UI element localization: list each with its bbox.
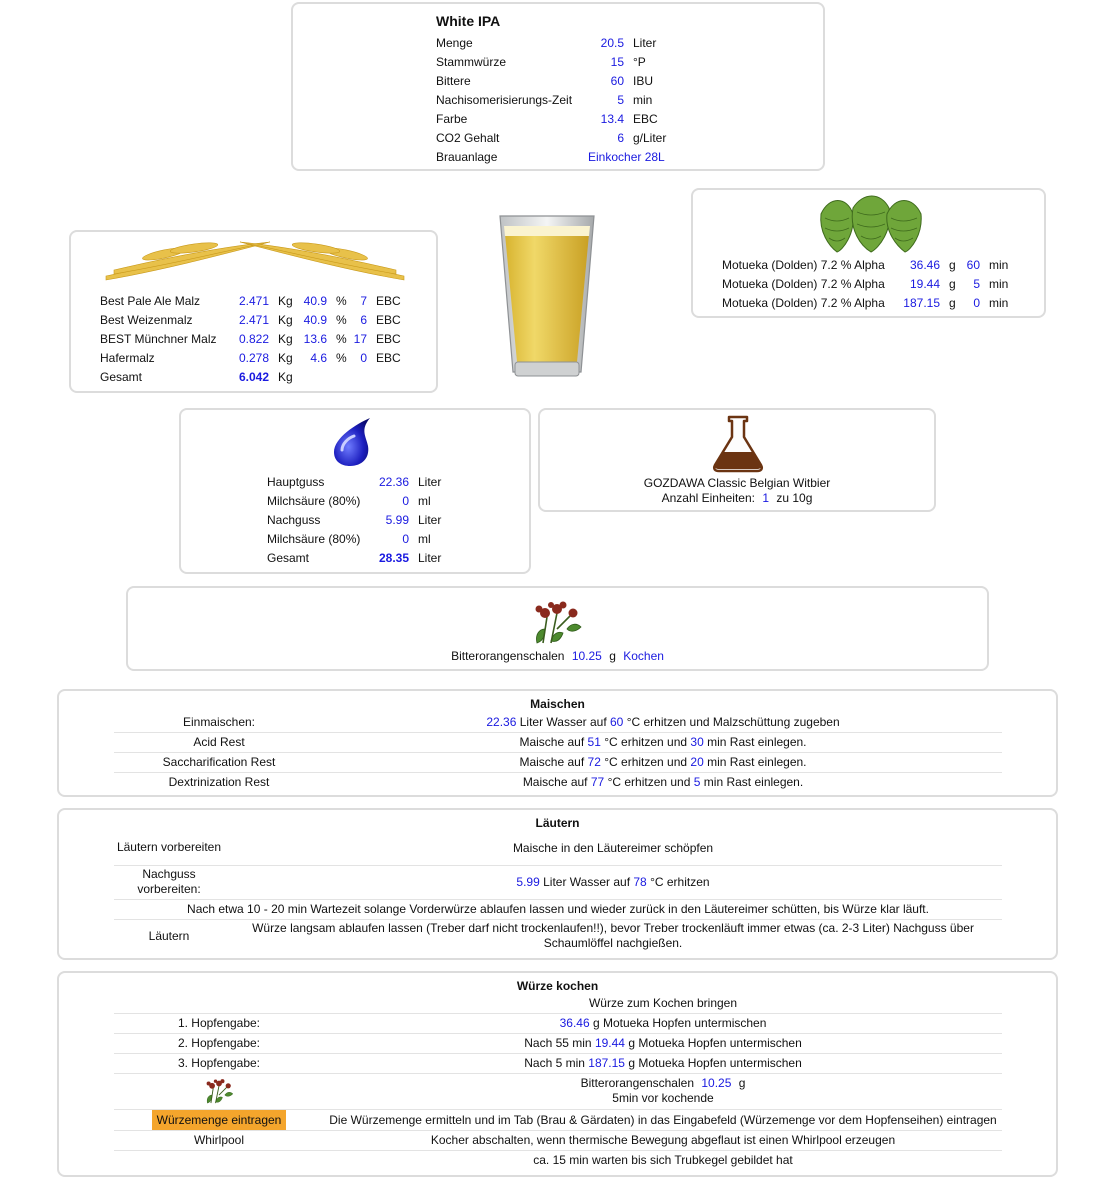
recipe-unit: Liter xyxy=(633,35,657,50)
hop-amount[interactable]: 36.46 xyxy=(909,257,940,272)
boil-step-instruction: Kocher abschalten, wenn thermische Bewegung abgeflaut ist einen Whirlpool erzeugen xyxy=(324,1130,1002,1150)
malt-name: Best Pale Ale Malz xyxy=(100,293,201,308)
mash-step-instruction xyxy=(324,732,1002,752)
lauter-title: Läutern xyxy=(535,816,580,830)
boil-step-label: 3. Hopfengabe: xyxy=(114,1053,324,1073)
boil-step-row xyxy=(114,1033,1002,1053)
lauter-step-instruction: Maische in den Läutereimer schöpfen xyxy=(224,831,1002,865)
spice-when: 5min vor kochende xyxy=(612,1091,714,1105)
malt-percent[interactable]: 40.9 xyxy=(303,312,327,327)
recipe-summary-panel xyxy=(291,2,825,171)
lauter-step-label: Läutern xyxy=(148,929,190,944)
malt-ebc-unit: EBC xyxy=(376,293,401,308)
other-ingredient-unit: g xyxy=(609,649,616,663)
malt-row xyxy=(100,310,401,329)
beer-glass-icon xyxy=(497,212,597,382)
water-row xyxy=(267,529,441,548)
recipe-row xyxy=(436,128,666,147)
hop-addition-amount[interactable]: 19.44 xyxy=(594,1036,625,1050)
malt-percent-sign: % xyxy=(336,293,347,308)
recipe-label: Brauanlage xyxy=(436,149,498,164)
malt-row xyxy=(100,348,401,367)
malt-amount[interactable]: 0.278 xyxy=(238,350,269,365)
malt-ebc-unit: EBC xyxy=(376,312,401,327)
malt-amount[interactable]: 2.471 xyxy=(238,293,269,308)
spice-amount[interactable]: 10.25 xyxy=(701,1076,732,1090)
malt-total-value: 6.042 xyxy=(238,369,269,384)
boil-step-label: 2. Hopfengabe: xyxy=(114,1033,324,1053)
hops-table xyxy=(722,255,1008,312)
spice-unit: g xyxy=(738,1076,746,1090)
mash-step-value2[interactable]: 20 xyxy=(690,755,704,769)
lauter-step-label: Läutern vorbereiten xyxy=(114,831,224,865)
recipe-value[interactable]: 6 xyxy=(617,130,624,145)
recipe-value[interactable]: 13.4 xyxy=(600,111,624,126)
mash-step-value1[interactable]: 72 xyxy=(587,755,601,769)
boil-step-row xyxy=(114,1053,1002,1073)
spice-name: Bitterorangenschalen xyxy=(580,1076,694,1090)
yeast-name: GOZDAWA Classic Belgian Witbier xyxy=(643,476,831,490)
mash-step-instruction xyxy=(324,712,1002,732)
recipe-label: Stammwürze xyxy=(436,54,507,69)
malt-percent-sign: % xyxy=(336,312,347,327)
recipe-row xyxy=(436,109,666,128)
water-row xyxy=(267,510,441,529)
water-value[interactable]: 22.36 xyxy=(378,474,409,489)
malt-ebc[interactable]: 7 xyxy=(360,293,367,308)
spice-plant-icon xyxy=(531,599,583,645)
recipe-value[interactable]: 15 xyxy=(610,54,624,69)
boil-step-instruction xyxy=(324,1053,1002,1073)
mash-step-label: Saccharification Rest xyxy=(114,752,324,772)
recipe-row xyxy=(436,71,666,90)
mash-section xyxy=(57,689,1058,797)
water-drop-icon xyxy=(330,416,374,468)
malt-ebc-unit: EBC xyxy=(376,350,401,365)
hop-addition-amount[interactable]: 36.46 xyxy=(559,1016,590,1030)
boil-step-label: Whirlpool xyxy=(114,1130,324,1150)
hop-row xyxy=(722,274,1008,293)
boil-step-instruction xyxy=(324,1013,1002,1033)
boil-step-instruction xyxy=(324,1073,1002,1109)
malt-table xyxy=(100,291,401,386)
flask-icon xyxy=(711,415,765,473)
other-ingredient-line xyxy=(128,649,987,663)
hop-unit: g xyxy=(949,257,956,272)
recipe-unit: EBC xyxy=(633,111,658,126)
mash-step-value2[interactable]: 60 xyxy=(610,714,624,729)
water-value[interactable]: 0 xyxy=(402,531,409,546)
water-unit: Liter xyxy=(418,512,442,527)
hop-unit: g xyxy=(949,295,956,310)
boil-step-text: g Motueka Hopfen untermischen xyxy=(592,1016,767,1030)
hop-name: Motueka (Dolden) 7.2 % Alpha xyxy=(722,295,885,310)
boil-step-row xyxy=(114,1013,1002,1033)
recipe-label: Nachisomerisierungs-Zeit xyxy=(436,92,573,107)
spice-plant-icon xyxy=(204,1077,234,1105)
lauter-step-row xyxy=(114,831,1002,865)
recipe-value[interactable]: 60 xyxy=(610,73,624,88)
malt-ebc[interactable]: 17 xyxy=(353,331,367,346)
mash-title: Maischen xyxy=(530,697,585,711)
water-value[interactable]: 0 xyxy=(402,493,409,508)
mash-step-text: °C erhitzen und Malzschüttung zugeben xyxy=(626,714,840,729)
lauter-table xyxy=(114,831,1002,953)
other-ingredient-when[interactable]: Kochen xyxy=(623,649,664,663)
malt-unit: Kg xyxy=(278,350,293,365)
recipe-label: CO2 Gehalt xyxy=(436,130,500,145)
water-row xyxy=(267,472,441,491)
recipe-row xyxy=(436,33,666,52)
boil-step-instruction: Würze zum Kochen bringen xyxy=(324,993,1002,1013)
other-ingredient-name: Bitterorangenschalen xyxy=(451,649,565,663)
recipe-row xyxy=(436,90,666,109)
malt-amount[interactable]: 0.822 xyxy=(238,331,269,346)
lauter-step-instruction: Nach etwa 10 - 20 min Wartezeit solange Vorderwürze ablaufen lassen und wieder zurück in den Läutereimer schütten, bis Würze klar läuft. xyxy=(114,899,1002,919)
mash-step-text: °C erhitzen und xyxy=(604,755,688,769)
boil-step-row xyxy=(114,993,1002,1013)
hop-name: Motueka (Dolden) 7.2 % Alpha xyxy=(722,276,885,291)
mash-step-text: Maische auf xyxy=(519,735,585,749)
boil-step-label: 1. Hopfengabe: xyxy=(114,1013,324,1033)
boil-title: Würze kochen xyxy=(516,979,599,993)
hop-time[interactable]: 0 xyxy=(973,295,980,310)
boil-step-text: Nach 55 min xyxy=(524,1036,592,1050)
boil-step-instruction: ca. 15 min warten bis sich Trubkegel gebildet hat xyxy=(533,1153,793,1168)
yeast-units-line xyxy=(540,491,934,506)
water-unit: ml xyxy=(418,493,431,508)
mash-step-instruction xyxy=(324,752,1002,772)
malt-row xyxy=(100,291,401,310)
water-table xyxy=(267,472,441,567)
hop-time-unit: min xyxy=(989,257,1009,272)
water-unit: Liter xyxy=(418,474,442,489)
malt-percent[interactable]: 13.6 xyxy=(303,331,327,346)
recipe-label: Menge xyxy=(436,35,473,50)
enter-wort-volume-button[interactable]: Würzemenge eintragen xyxy=(152,1110,287,1130)
mash-step-row xyxy=(114,732,1002,752)
boil-step-text: Nach 5 min xyxy=(524,1056,585,1070)
mash-step-text: min Rast einlegen. xyxy=(707,735,807,749)
malt-amount[interactable]: 2.471 xyxy=(238,312,269,327)
malt-percent-sign: % xyxy=(336,331,347,346)
yeast-units-value[interactable]: 1 xyxy=(762,491,770,505)
lauter-step-text: Liter Wasser auf xyxy=(543,875,631,889)
water-label: Hauptguss xyxy=(267,474,325,489)
hop-row xyxy=(722,255,1008,274)
mash-step-text: °C erhitzen und xyxy=(604,735,688,749)
hop-time-unit: min xyxy=(989,276,1009,291)
mash-step-text: min Rast einlegen. xyxy=(703,775,804,790)
water-total-value: 28.35 xyxy=(378,550,409,565)
mash-step-label: Acid Rest xyxy=(114,732,324,752)
recipe-unit: IBU xyxy=(633,73,654,88)
yeast-panel xyxy=(538,408,936,512)
yeast-units-suffix: zu 10g xyxy=(776,491,813,505)
recipe-unit: °P xyxy=(633,54,646,69)
recipe-title: White IPA xyxy=(436,13,501,29)
hop-cones-icon xyxy=(819,194,923,254)
mash-step-text: Maische auf xyxy=(519,755,585,769)
boil-step-text: g Motueka Hopfen untermischen xyxy=(628,1056,802,1070)
hop-time[interactable]: 5 xyxy=(973,276,980,291)
lauter-section xyxy=(57,808,1058,960)
mash-step-text: °C erhitzen und xyxy=(607,775,691,790)
yeast-info xyxy=(540,476,934,506)
lauter-step-instruction xyxy=(224,865,1002,899)
water-total-label: Gesamt xyxy=(267,550,310,565)
boil-step-instruction xyxy=(324,1033,1002,1053)
mash-step-value2[interactable]: 30 xyxy=(690,735,704,749)
recipe-summary-table xyxy=(436,33,666,166)
boil-section xyxy=(57,971,1058,1177)
hop-amount[interactable]: 187.15 xyxy=(903,295,940,310)
malt-total-row xyxy=(100,367,401,386)
recipe-label: Bittere xyxy=(436,73,471,88)
water-unit: ml xyxy=(418,531,431,546)
water-total-row xyxy=(267,548,441,567)
recipe-unit: g/Liter xyxy=(633,130,667,145)
sparge-water-value[interactable]: 5.99 xyxy=(516,875,540,889)
mash-step-text: Maische auf xyxy=(522,775,588,790)
water-panel xyxy=(179,408,531,574)
hop-time[interactable]: 60 xyxy=(966,257,980,272)
malt-percent-sign: % xyxy=(336,350,347,365)
hop-unit: g xyxy=(949,276,956,291)
boil-table xyxy=(114,993,1002,1170)
hop-time-unit: min xyxy=(989,295,1009,310)
recipe-row xyxy=(436,147,666,166)
water-label: Milchsäure (80%) xyxy=(267,531,361,546)
mash-step-row xyxy=(114,752,1002,772)
wheat-icon xyxy=(104,234,406,282)
boil-step-text: g Motueka Hopfen untermischen xyxy=(628,1036,802,1050)
lauter-step-row xyxy=(114,919,1002,953)
spice-addition-line xyxy=(324,1076,1002,1091)
malt-panel xyxy=(69,230,438,393)
malt-unit: Kg xyxy=(278,331,293,346)
water-total-unit: Liter xyxy=(418,550,442,565)
mash-step-instruction xyxy=(324,772,1002,792)
brewing-system-value[interactable]: Einkocher 28L xyxy=(588,149,665,164)
mash-step-label: Einmaischen: xyxy=(114,712,324,732)
mash-step-value2[interactable]: 5 xyxy=(693,775,701,790)
hops-panel xyxy=(691,188,1046,318)
mash-step-text: Liter Wasser auf xyxy=(519,714,607,729)
boil-step-row xyxy=(114,1109,1002,1130)
sparge-temp-value[interactable]: 78 xyxy=(633,875,647,889)
hop-row xyxy=(722,293,1008,312)
mash-table xyxy=(114,712,1002,792)
malt-name: BEST Münchner Malz xyxy=(100,331,217,346)
boil-step-instruction: Die Würzemenge ermitteln und im Tab (Brau & Gärdaten) in das Eingabefeld (Würzemenge vor dem Hopfenseihen) eintragen xyxy=(324,1109,1002,1130)
mash-step-value1[interactable]: 77 xyxy=(590,775,605,790)
mash-step-text: min Rast einlegen. xyxy=(707,755,807,769)
boil-step-row xyxy=(114,1073,1002,1109)
mash-step-value1[interactable]: 51 xyxy=(587,735,601,749)
water-value[interactable]: 5.99 xyxy=(385,512,409,527)
other-ingredient-amount[interactable]: 10.25 xyxy=(571,649,602,663)
recipe-unit: min xyxy=(633,92,653,107)
malt-total-label: Gesamt xyxy=(100,369,143,384)
malt-ebc[interactable]: 0 xyxy=(360,350,367,365)
malt-total-unit: Kg xyxy=(278,369,293,384)
malt-unit: Kg xyxy=(278,312,293,327)
water-label: Milchsäure (80%) xyxy=(267,493,361,508)
malt-ebc[interactable]: 6 xyxy=(360,312,367,327)
lauter-step-instruction: Würze langsam ablaufen lassen (Treber darf nicht trockenlaufen!!), bevor Treber trockenläuft immer etwas (ca. 2-3 Liter) Nachguss über Schaumlöffel nachgießen. xyxy=(252,921,974,951)
malt-percent[interactable]: 40.9 xyxy=(303,293,327,308)
yeast-units-label: Anzahl Einheiten: xyxy=(661,491,755,505)
lauter-step-row xyxy=(114,899,1002,919)
boil-step-row xyxy=(114,1130,1002,1150)
lauter-step-label: Nachguss vorbereiten: xyxy=(114,865,224,899)
mash-step-row xyxy=(114,712,1002,732)
malt-name: Hafermalz xyxy=(100,350,155,365)
hop-amount[interactable]: 19.44 xyxy=(909,276,940,291)
recipe-value[interactable]: 20.5 xyxy=(600,35,624,50)
boil-step-row xyxy=(114,1150,1002,1170)
lauter-step-text: °C erhitzen xyxy=(650,875,710,889)
water-row xyxy=(267,491,441,510)
mash-step-value1[interactable]: 22.36 xyxy=(486,714,517,729)
lauter-step-row xyxy=(114,865,1002,899)
recipe-label: Farbe xyxy=(436,111,468,126)
malt-row xyxy=(100,329,401,348)
malt-percent[interactable]: 4.6 xyxy=(310,350,327,365)
mash-step-row xyxy=(114,772,1002,792)
malt-unit: Kg xyxy=(278,293,293,308)
water-label: Nachguss xyxy=(267,512,321,527)
malt-name: Best Weizenmalz xyxy=(100,312,193,327)
recipe-row xyxy=(436,52,666,71)
other-ingredients-panel xyxy=(126,586,989,671)
recipe-value[interactable]: 5 xyxy=(617,92,624,107)
hop-name: Motueka (Dolden) 7.2 % Alpha xyxy=(722,257,885,272)
mash-step-label: Dextrinization Rest xyxy=(168,775,270,790)
hop-addition-amount[interactable]: 187.15 xyxy=(588,1056,625,1070)
malt-ebc-unit: EBC xyxy=(376,331,401,346)
